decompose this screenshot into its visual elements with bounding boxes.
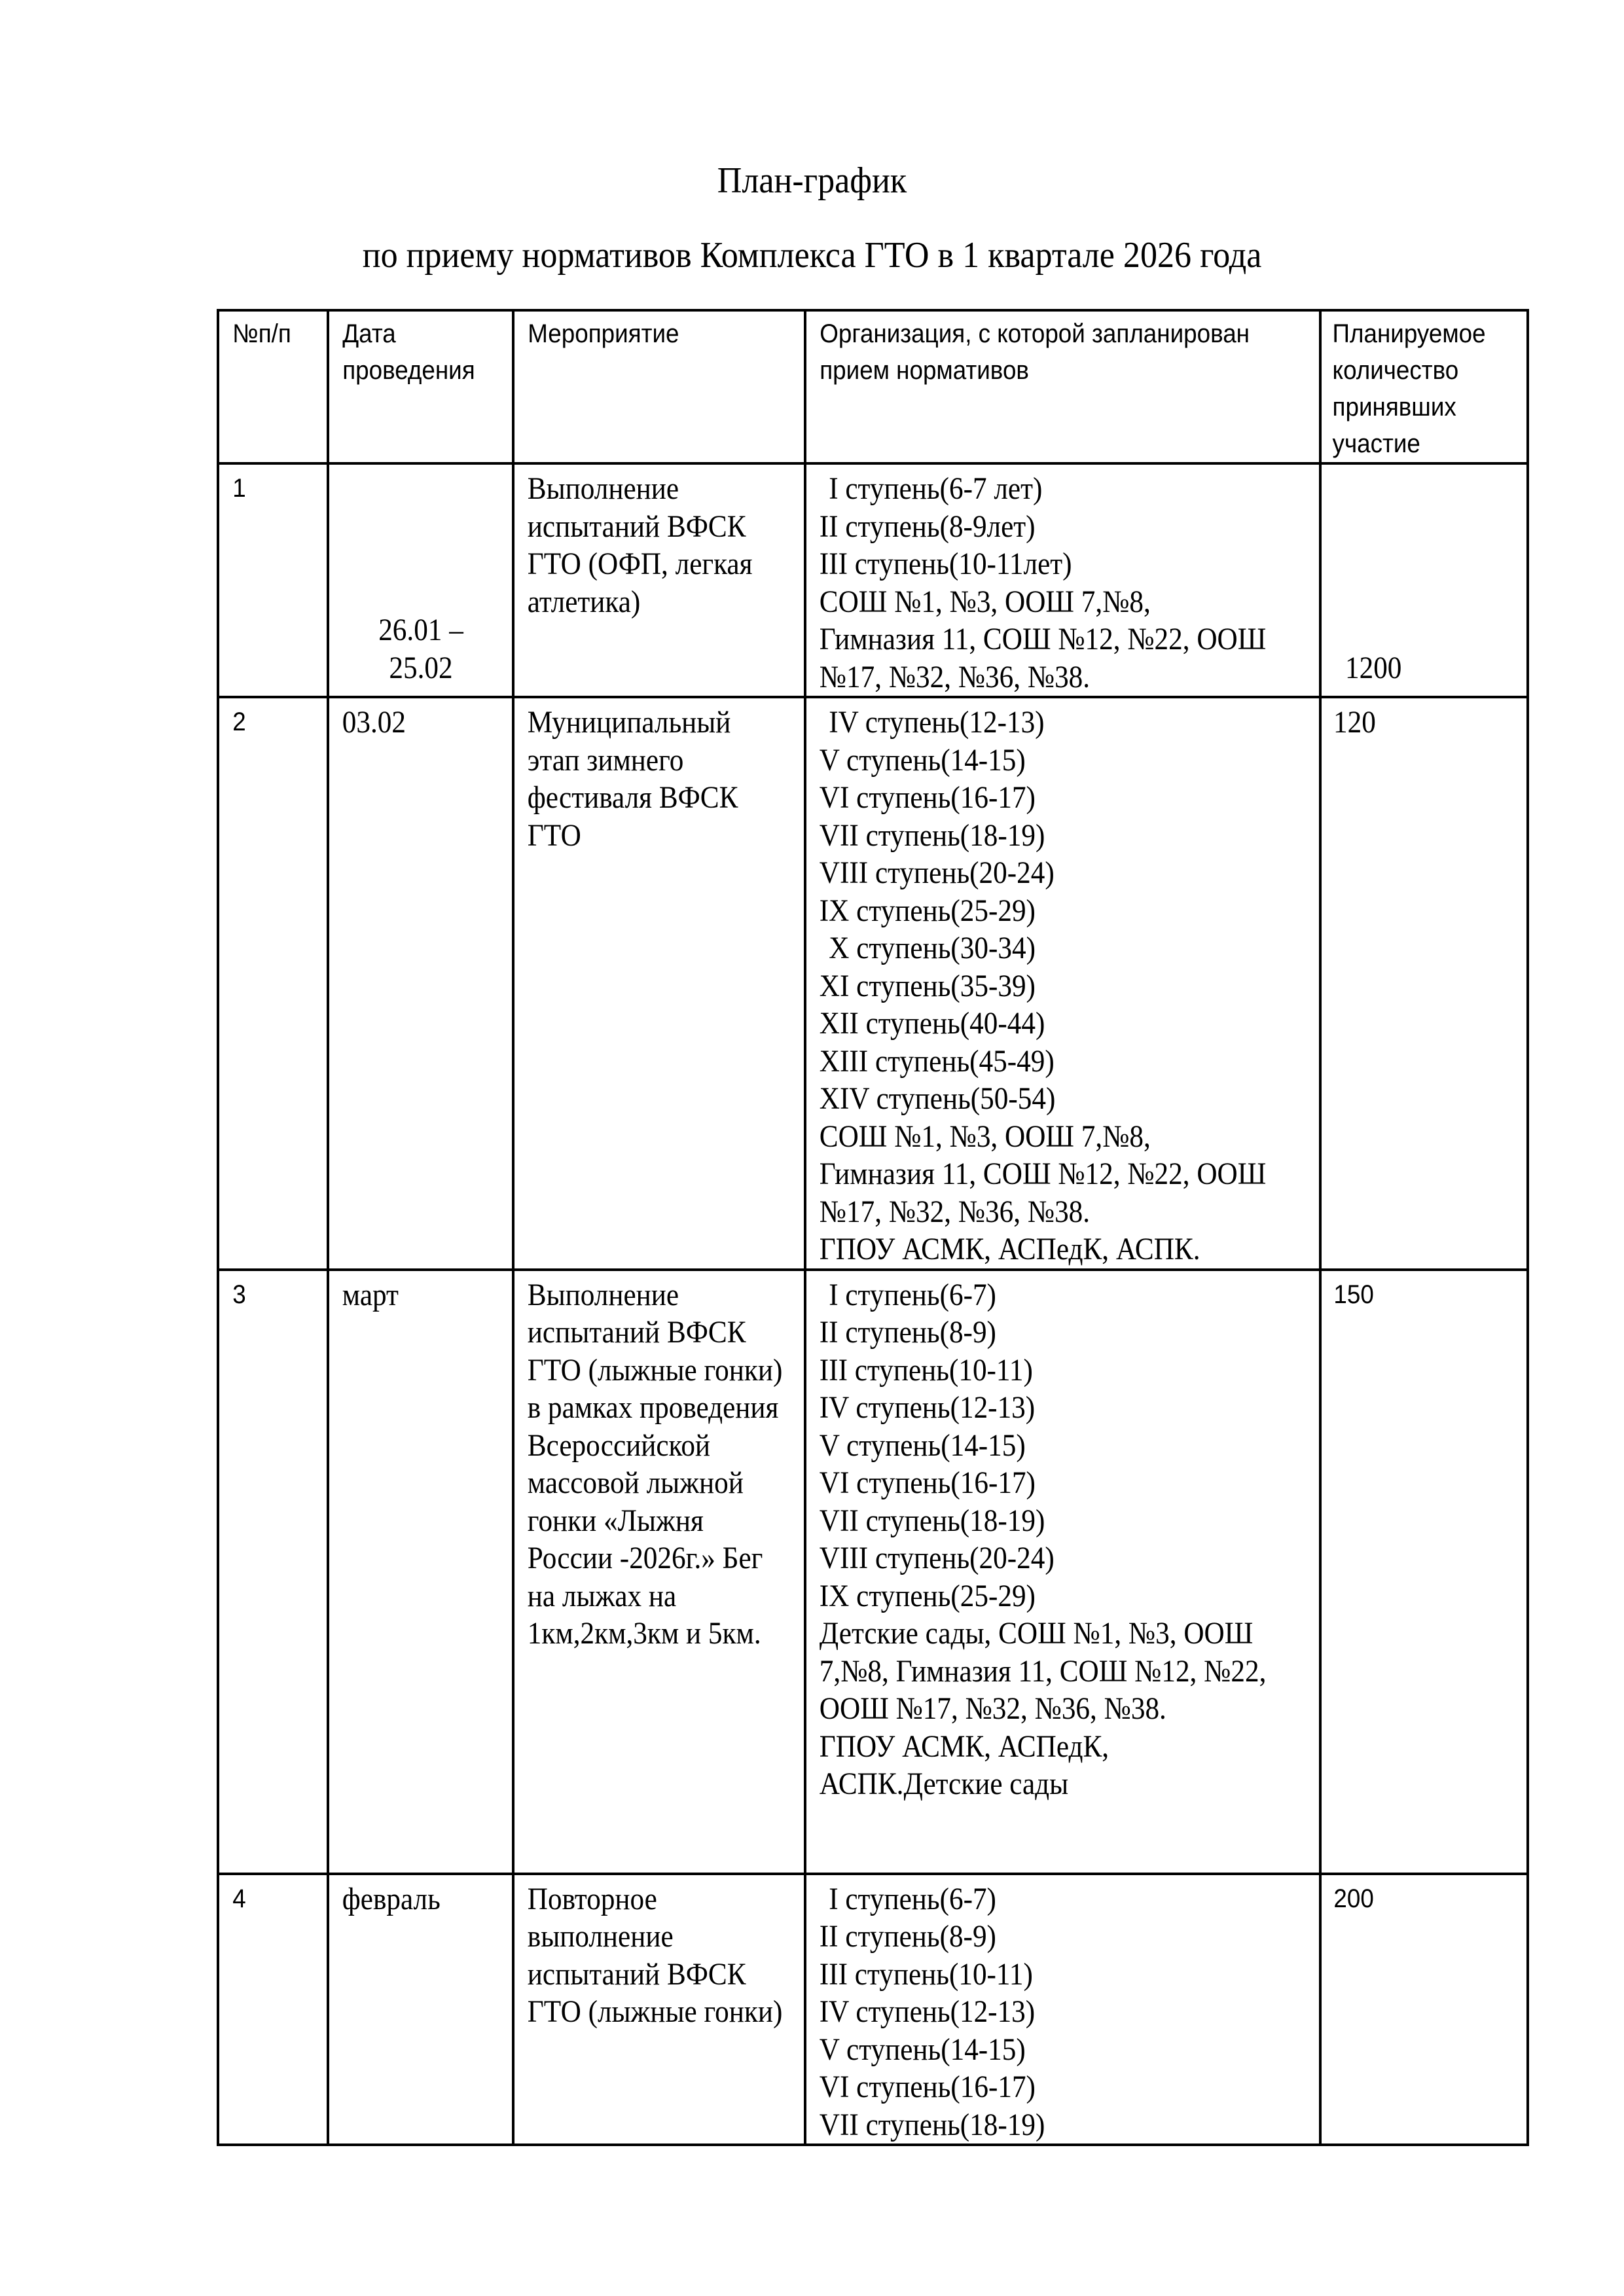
row-event-cell [513, 1270, 805, 1874]
level-item: VII ступень(18-19) [819, 1503, 1045, 1538]
organization-list: СОШ №1, №3, ООШ 7,№8, Гимназия 11, СОШ №12, №22, ООШ №17, №32, №36, №38. [819, 584, 1267, 694]
row-date-cell [328, 1270, 513, 1874]
row-date-cell [328, 697, 513, 1270]
schedule-table [217, 309, 1529, 2146]
row-organization-cell [805, 463, 1320, 697]
level-item: VI ступень(16-17) [819, 780, 1036, 815]
row-organization-cell [805, 1270, 1320, 1874]
row-planned-count-cell [1320, 463, 1528, 697]
row-date: 03.02 [342, 705, 406, 740]
row-organization-cell [805, 697, 1320, 1270]
header-organization-text: Организация, с которой запланирован прием нормативов [820, 319, 1257, 385]
row-planned-count: 120 [1333, 705, 1376, 740]
level-item: II ступень(8-9) [819, 1919, 996, 1954]
organization-list: Детские сады, СОШ №1, №3, ООШ 7,№8, Гимназия 11, СОШ №12, №22, ООШ №17, №32, №36, №38. [819, 1616, 1267, 1726]
level-item: II ступень(8-9лет) [819, 509, 1036, 544]
row-num-cell [218, 463, 328, 697]
organization-list-extra: ГПОУ АСМК, АСПедК, АСПК.Детские сады [819, 1729, 1110, 1801]
level-item: VIII ступень(20-24) [819, 855, 1055, 890]
level-item: VIII ступень(20-24) [819, 1541, 1055, 1575]
level-item: III ступень(10-11) [819, 1956, 1033, 1992]
row-event: Выполнение испытаний ВФСК ГТО (лыжные гонки) в рамках проведения Всероссийской массовой лыжной гонки «Лыжня России -2026г.» Бег на лыжах на 1км,2км,3км и 5км. [527, 1277, 790, 1651]
row-planned-count: 150 [1333, 1280, 1374, 1309]
row-event: Выполнение испытаний ВФСК ГТО (ОФП, легкая атлетика) [527, 471, 760, 619]
level-item: VI ступень(16-17) [819, 1465, 1036, 1500]
table-row [218, 1874, 1528, 2145]
row-num: 2 [232, 708, 246, 736]
document-subtitle: по приему нормативов Комплекса ГТО в 1 квартале 2026 года [362, 235, 1262, 276]
level-item: IX ступень(25-29) [819, 893, 1036, 928]
level-item: VII ступень(18-19) [819, 2107, 1045, 2142]
row-date: март [342, 1277, 399, 1312]
row-num-cell [218, 1874, 328, 2145]
table-row [218, 463, 1528, 697]
document-title: План-график [717, 160, 907, 201]
table-header-row [218, 310, 1528, 463]
level-item: XII ступень(40-44) [819, 1006, 1045, 1041]
level-item: IV ступень(12-13) [829, 705, 1045, 740]
row-date: 26.01 – 25.02 [378, 613, 463, 685]
header-planned-count-text: Планируемое количество принявших участие [1332, 319, 1492, 458]
row-event-cell [513, 463, 805, 697]
header-num [218, 310, 328, 463]
level-item: XIII ступень(45-49) [819, 1043, 1055, 1079]
level-item: XI ступень(35-39) [819, 968, 1036, 1003]
row-organization-cell [805, 1874, 1320, 2145]
row-date-cell [328, 1874, 513, 2145]
level-item: VI ступень(16-17) [819, 2070, 1036, 2104]
table-row [218, 697, 1528, 1270]
header-organization [805, 310, 1320, 463]
level-item: II ступень(8-9) [819, 1315, 996, 1350]
table-row [218, 1270, 1528, 1874]
row-event-cell [513, 1874, 805, 2145]
row-planned-count: 1200 [1345, 650, 1402, 685]
header-event-text: Мероприятие [528, 319, 679, 348]
level-item: I ступень(6-7) [829, 1881, 996, 1916]
level-item: V ступень(14-15) [819, 1427, 1026, 1463]
header-planned-count [1320, 310, 1528, 463]
row-num: 3 [232, 1280, 246, 1309]
organization-list-extra: ГПОУ АСМК, АСПедК, АСПК. [819, 1232, 1200, 1266]
header-date [328, 310, 513, 463]
row-date: февраль [342, 1881, 441, 1916]
header-date-text: Дата проведения [342, 319, 475, 385]
row-event-cell [513, 697, 805, 1270]
organization-list: СОШ №1, №3, ООШ 7,№8, Гимназия 11, СОШ №12, №22, ООШ №17, №32, №36, №38. [819, 1119, 1267, 1229]
row-num: 1 [232, 474, 246, 503]
row-planned-count-cell [1320, 697, 1528, 1270]
level-item: III ступень(10-11) [819, 1352, 1033, 1388]
level-item: I ступень(6-7) [829, 1277, 996, 1312]
level-item: V ступень(14-15) [819, 2032, 1026, 2067]
row-planned-count: 200 [1333, 1884, 1374, 1913]
header-num-text: №п/п [232, 319, 291, 348]
level-item: XIV ступень(50-54) [819, 1081, 1056, 1116]
level-item: X ступень(30-34) [829, 931, 1036, 965]
row-date-cell [328, 463, 513, 697]
row-event: Муниципальный этап зимнего фестиваля ВФСК ГТО [527, 705, 746, 853]
level-item: VII ступень(18-19) [819, 817, 1045, 853]
level-item: IX ступень(25-29) [819, 1578, 1036, 1613]
row-planned-count-cell [1320, 1270, 1528, 1874]
row-num-cell [218, 697, 328, 1270]
row-num: 4 [232, 1884, 246, 1913]
row-planned-count-cell [1320, 1874, 1528, 2145]
level-item: III ступень(10-11лет) [819, 547, 1072, 581]
header-event [513, 310, 805, 463]
row-event: Повторное выполнение испытаний ВФСК ГТО (лыжные гонки) [527, 1881, 783, 2029]
level-item: I ступень(6-7 лет) [829, 471, 1043, 506]
level-item: IV ступень(12-13) [819, 1390, 1036, 1425]
level-item: IV ступень(12-13) [819, 1994, 1036, 2029]
level-item: V ступень(14-15) [819, 742, 1026, 778]
row-num-cell [218, 1270, 328, 1874]
